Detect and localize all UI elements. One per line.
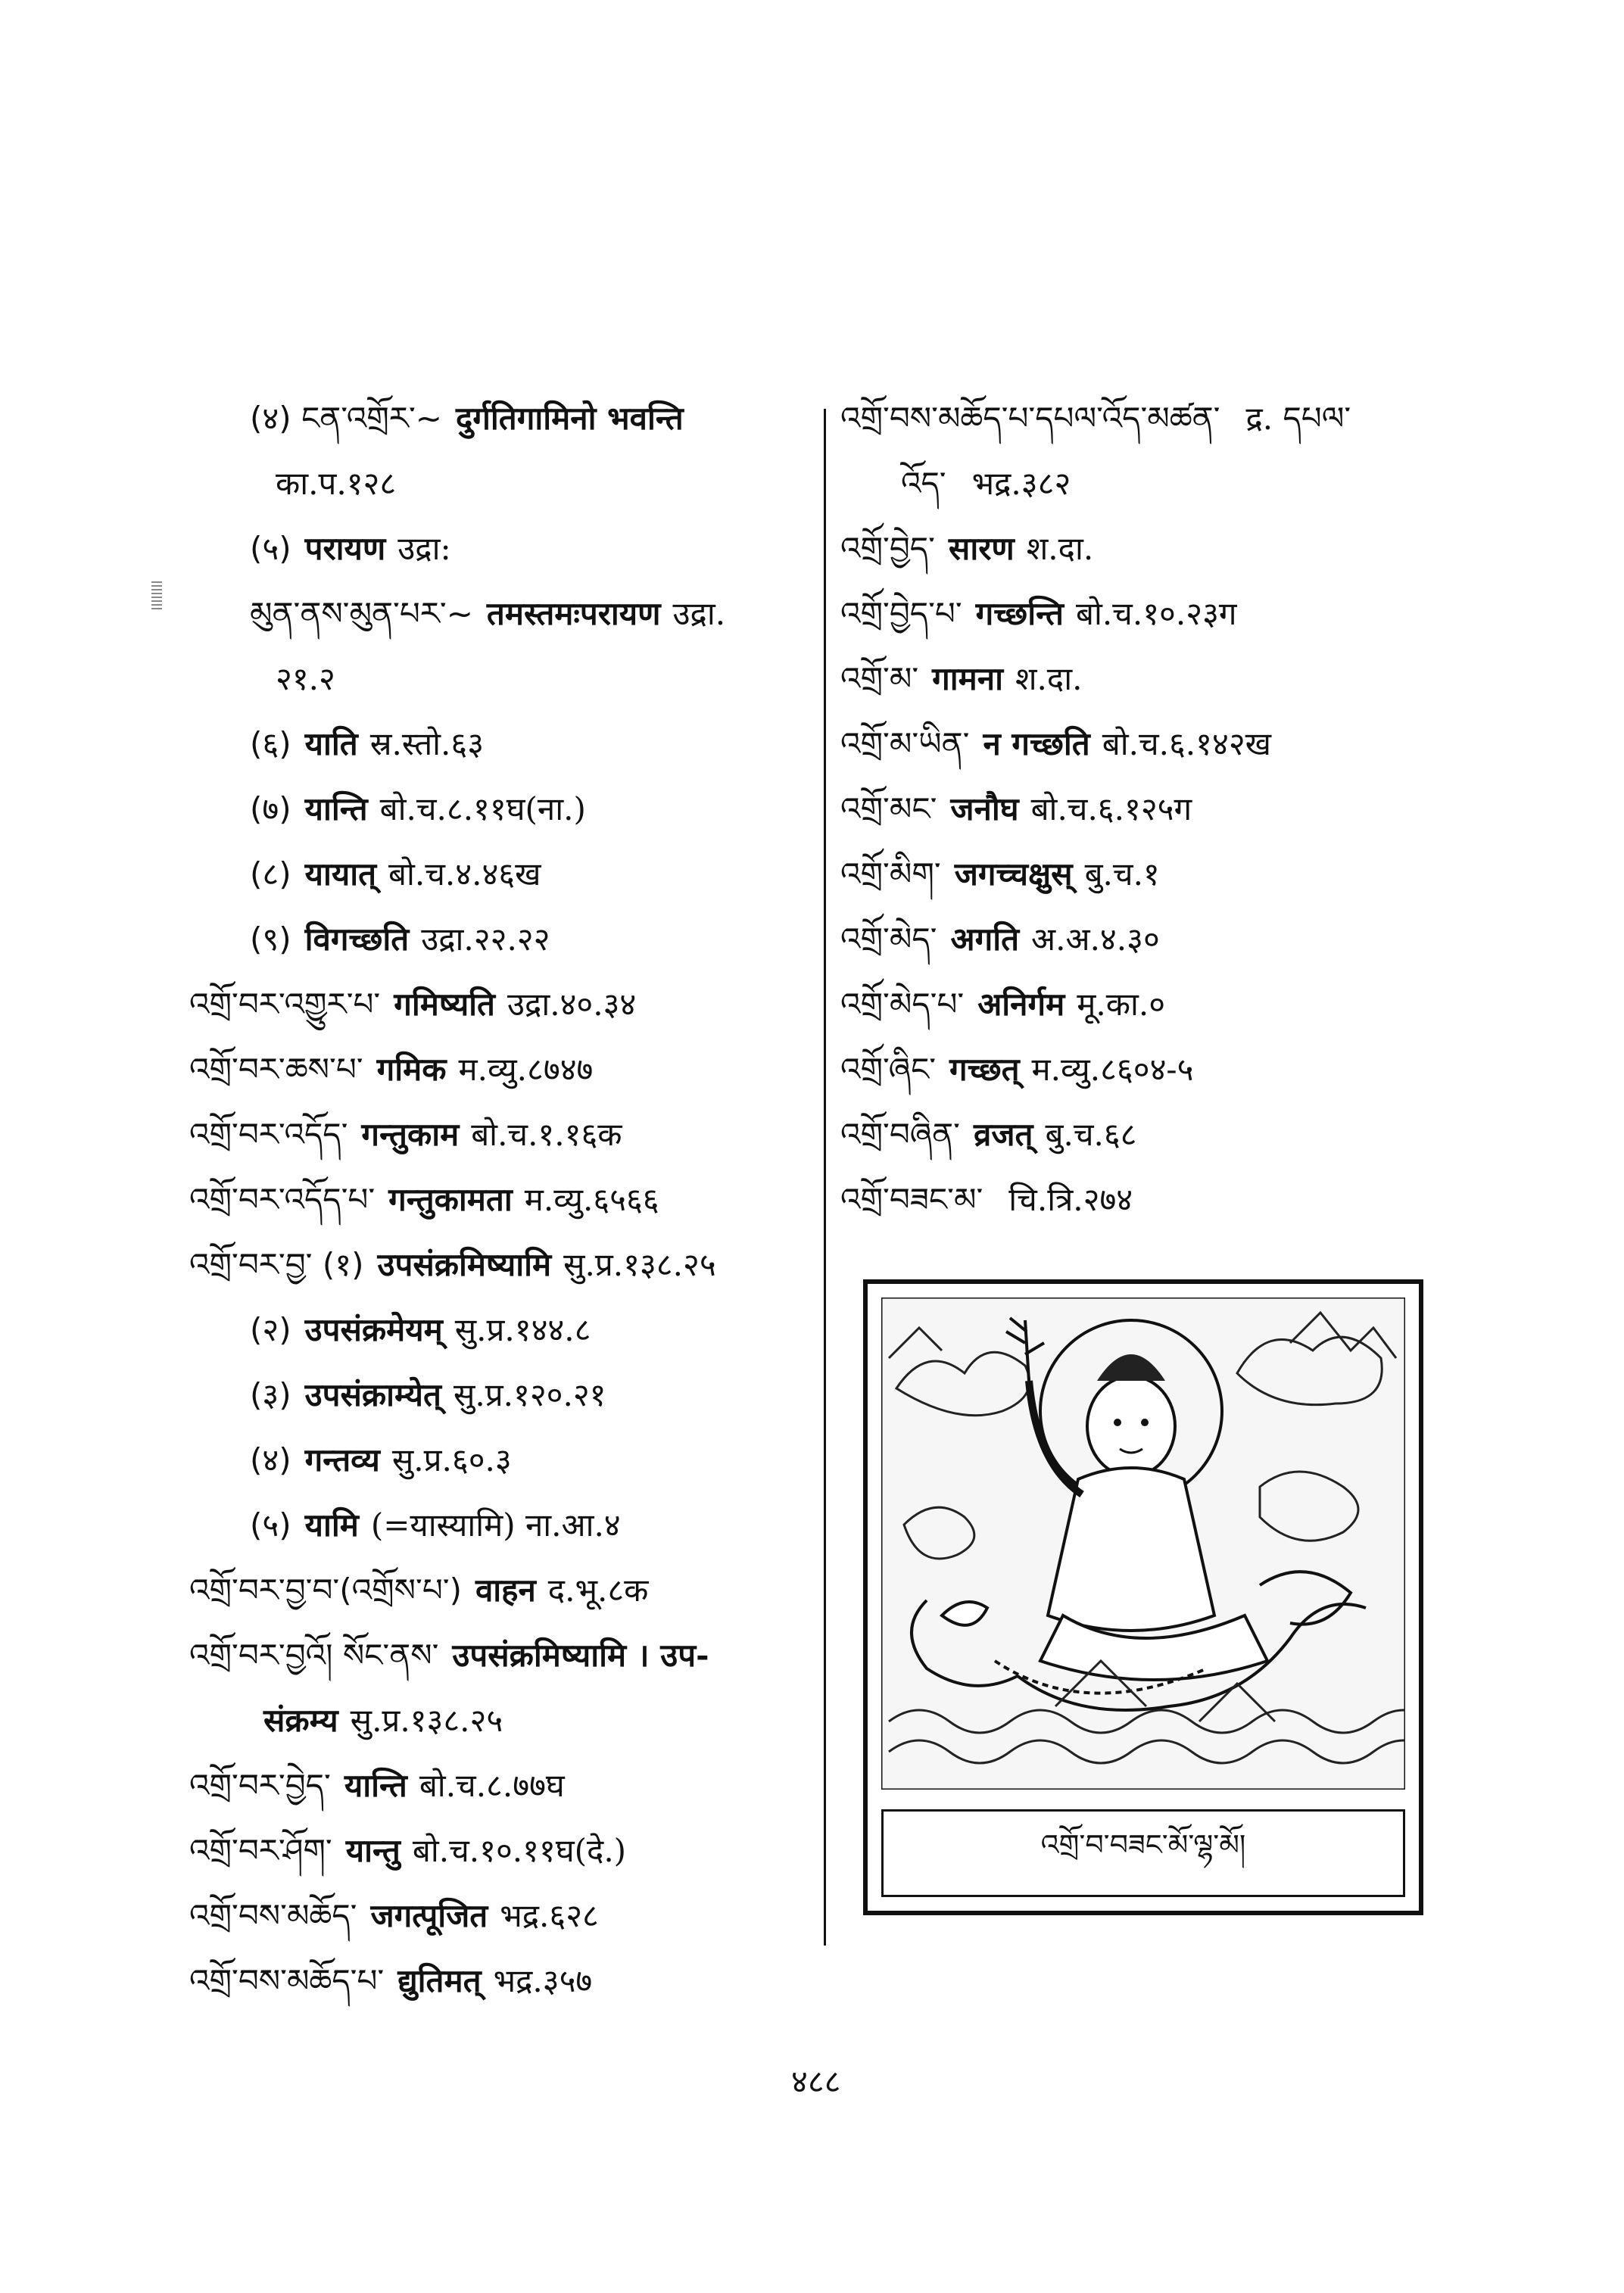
tibetan-term: འགྲོ་བར་འདོད་: [189, 1116, 348, 1153]
tibetan-term: འགྲོ་བར་འགྱུར་པ་: [189, 986, 381, 1023]
tibetan-term: འགྲོ་ཞིང་: [840, 1051, 937, 1088]
tibetan-term: འགྲོ་བར་འདོད་པ་: [189, 1181, 376, 1218]
tibetan-term: (७): [250, 790, 291, 827]
sanskrit-equivalent: अनिर्गम: [977, 986, 1065, 1023]
source-reference: चि.त्रि.२७४: [1008, 1181, 1133, 1218]
source-reference: बु.च.१: [1084, 855, 1160, 893]
sanskrit-equivalent: यान्ति: [304, 790, 368, 827]
tibetan-term: འགྲོ་བས་མཆོད་པ་: [189, 1962, 385, 1999]
dictionary-entry: [840, 972, 1461, 1037]
tibetan-term: འགྲོ་བྱེད་པ་: [840, 595, 962, 632]
source-reference: द्र. དཔལ་: [1245, 400, 1351, 437]
tibetan-term: (४) ངན་འགྲོར་~: [250, 400, 442, 437]
tibetan-term: མུན་ནས་མུན་པར་~: [250, 595, 473, 632]
source-reference: सु.प्र.१४४.८: [454, 1311, 591, 1348]
illustration-frame: [863, 1279, 1423, 1915]
right-column: [840, 386, 1461, 1232]
source-reference: बो.च.६.१४२ख: [1102, 725, 1272, 762]
tibetan-term: འགྲོ་བཞིན་: [840, 1116, 961, 1153]
dictionary-entry: [840, 1102, 1461, 1167]
sanskrit-equivalent: दुर्गतिगामिनो भवन्ति: [455, 400, 684, 437]
sanskrit-equivalent: संक्रम्य: [263, 1702, 338, 1739]
sanskrit-equivalent: यायात्: [304, 855, 377, 893]
page-number: ४८८: [791, 2063, 841, 2100]
sanskrit-equivalent: जगत्पूजित: [370, 1897, 488, 1934]
source-reference: भद्र.३८२: [971, 465, 1071, 502]
sanskrit-equivalent: द्युतिमत्: [397, 1962, 482, 1999]
dictionary-entry: [189, 451, 810, 516]
dictionary-entry: [840, 907, 1461, 972]
dictionary-entry: [840, 777, 1461, 842]
source-reference: द.भू.८क: [547, 1572, 649, 1609]
illustration-caption: འགྲོ་བ་བཟང་མོ་ལྷ་མོ།: [881, 1809, 1405, 1897]
source-reference: बो.च.१०.११घ(दे.): [412, 1832, 627, 1869]
source-reference: सु.प्र.१२०.२१: [453, 1376, 606, 1413]
source-reference: सु.प्र.१३८.२५: [563, 1246, 716, 1283]
tibetan-term: འགྲོ་བས་མཆོད་: [189, 1897, 357, 1934]
dictionary-entry: [840, 386, 1461, 451]
dictionary-entry: [189, 1298, 810, 1363]
sanskrit-equivalent: उपसंक्रमिष्यामि: [377, 1246, 552, 1283]
source-reference: म.व्यु.८६०४-५: [1031, 1051, 1194, 1088]
source-reference: उद्रा:: [397, 530, 451, 567]
sanskrit-equivalent: गच्छन्ति: [975, 595, 1064, 632]
tibetan-term: (३): [250, 1376, 291, 1413]
source-reference: म.व्यु.६५६६: [524, 1181, 659, 1218]
dictionary-entry: [840, 1167, 1461, 1232]
source-reference: सु.प्र.६०.३: [391, 1441, 512, 1478]
sanskrit-equivalent: गमिष्यति: [394, 986, 495, 1023]
tibetan-term: འགྲོ་མ་ཡིན་: [840, 725, 970, 762]
sanskrit-equivalent: परायण: [304, 530, 386, 567]
deity-on-dragon-woodcut-icon: [881, 1298, 1405, 1790]
sanskrit-equivalent: यान्ति: [344, 1767, 407, 1804]
tibetan-term: འགྲོ་བར་ཤོག་: [189, 1832, 332, 1869]
source-reference: (=यास्यामि) ना.आ.४: [370, 1506, 621, 1544]
sanskrit-equivalent: तमस्तमःपरायण: [486, 595, 661, 632]
tibetan-term: འགྲོ་མང་: [840, 790, 937, 827]
dictionary-entry: [840, 712, 1461, 777]
sanskrit-equivalent: उपसंक्रमेयम्: [304, 1311, 443, 1348]
source-reference: श.दा.: [1026, 530, 1094, 567]
source-reference: उद्रा.४०.३४: [507, 986, 637, 1023]
dictionary-entry: [189, 1818, 810, 1883]
tibetan-term: འོད་: [901, 465, 946, 502]
sanskrit-equivalent: उपसंक्रमिष्यामि । उप-: [452, 1637, 709, 1674]
source-reference: का.प.१२८: [276, 465, 397, 502]
dictionary-entry: [840, 1037, 1461, 1102]
dictionary-entry: [189, 581, 810, 646]
dictionary-entry: [189, 516, 810, 581]
dictionary-entry: [189, 1753, 810, 1818]
dictionary-entry: [189, 842, 810, 907]
source-reference: म.व्यु.८७४७: [458, 1051, 594, 1088]
sanskrit-equivalent: गन्तव्य: [304, 1441, 380, 1478]
dictionary-entry: [189, 1102, 810, 1167]
sanskrit-equivalent: जगच्चक्षुस्: [954, 855, 1073, 893]
dictionary-entry: [840, 451, 1461, 516]
sanskrit-equivalent: न गच्छति: [983, 725, 1090, 762]
scan-marks: [151, 579, 162, 623]
tibetan-term: འགྲོ་བཟང་མ་: [840, 1181, 983, 1218]
sanskrit-equivalent: उपसंक्राम्येत्: [304, 1376, 441, 1413]
dictionary-entry: [189, 1167, 810, 1232]
source-reference: बो.च.४.४६ख: [388, 855, 541, 893]
tibetan-term: འགྲོ་མིག་: [840, 855, 941, 893]
tibetan-term: འགྲོ་བར་བྱ་ (१): [189, 1246, 364, 1283]
dictionary-entry: [840, 842, 1461, 907]
sanskrit-equivalent: यान्तु: [345, 1832, 401, 1869]
dictionary-entry: [189, 1558, 810, 1623]
source-reference: बो.च.१०.२३ग: [1075, 595, 1237, 632]
source-reference: श.दा.: [1015, 660, 1083, 697]
source-reference: स्र.स्तो.६३: [369, 725, 485, 762]
dictionary-entry: [189, 1949, 810, 2014]
dictionary-entry: [189, 1883, 810, 1949]
tibetan-term: (२): [250, 1311, 291, 1348]
sanskrit-equivalent: गन्तुकाम: [361, 1116, 460, 1153]
source-reference: बो.च.६.१२५ग: [1030, 790, 1192, 827]
tibetan-term: (५): [250, 1506, 291, 1544]
tibetan-term: འགྲོ་བར་བྱེད་: [189, 1767, 331, 1804]
sanskrit-equivalent: जनौघ: [950, 790, 1019, 827]
sanskrit-equivalent: याति: [304, 725, 358, 762]
source-reference: मू.का.०: [1077, 986, 1166, 1023]
column-divider: [824, 409, 826, 1946]
tibetan-term: འགྲོ་བར་བྱའོ། སོང་ནས་: [189, 1637, 439, 1674]
dictionary-entry: [189, 1428, 810, 1493]
tibetan-term: འགྲོ་བར་ཆས་པ་: [189, 1051, 363, 1088]
tibetan-term: (५): [250, 530, 291, 567]
source-reference: भद्र.३५७: [493, 1962, 593, 1999]
dictionary-entry: [840, 581, 1461, 646]
dictionary-entry: [189, 1688, 810, 1753]
tibetan-term: འགྲོ་མེད་: [840, 921, 937, 958]
tibetan-term: (४): [250, 1441, 291, 1478]
tibetan-term: (८): [250, 855, 291, 893]
tibetan-term: འགྲོ་བས་མཆོད་པ་དཔལ་འོད་མཚན་: [840, 400, 1220, 437]
tibetan-term: འགྲོ་མ་: [840, 660, 919, 697]
dictionary-entry: [189, 1037, 810, 1102]
source-reference: अ.अ.४.३०: [1031, 921, 1160, 958]
dictionary-entry: [840, 646, 1461, 712]
sanskrit-equivalent: गामना: [932, 660, 1003, 697]
tibetan-term: (६): [250, 725, 291, 762]
sanskrit-equivalent: व्रजत्: [974, 1116, 1033, 1153]
sanskrit-equivalent: यामि: [304, 1506, 359, 1544]
source-reference: भद्र.६२८: [500, 1897, 599, 1934]
dictionary-entry: [189, 386, 810, 451]
dictionary-entry: [840, 516, 1461, 581]
sanskrit-equivalent: सारण: [948, 530, 1015, 567]
sanskrit-equivalent: वाहन: [475, 1572, 536, 1609]
source-reference: बु.च.६८: [1045, 1116, 1137, 1153]
source-reference: उद्रा.: [672, 595, 726, 632]
tibetan-term: འགྲོ་མེད་པ་: [840, 986, 965, 1023]
dictionary-entry: [189, 712, 810, 777]
source-reference: बो.च.१.१६क: [471, 1116, 622, 1153]
sanskrit-equivalent: गच्छत्: [949, 1051, 1020, 1088]
dictionary-entry: [189, 1623, 810, 1688]
source-reference: बो.च.८.११घ(ना.): [379, 790, 586, 827]
left-column: [189, 386, 810, 2014]
sanskrit-equivalent: अगति: [950, 921, 1020, 958]
tibetan-term: (९): [250, 921, 291, 958]
dictionary-entry: [189, 646, 810, 712]
tibetan-term: འགྲོ་བྱེད་: [840, 530, 935, 567]
dictionary-entry: [189, 777, 810, 842]
source-reference: उद्रा.२२.२२: [421, 921, 550, 958]
dictionary-entry: [189, 907, 810, 972]
dictionary-entry: [189, 1232, 810, 1298]
sanskrit-equivalent: गन्तुकामता: [388, 1181, 513, 1218]
sanskrit-equivalent: गमिक: [376, 1051, 447, 1088]
dictionary-entry: [189, 1493, 810, 1558]
dictionary-entry: [189, 972, 810, 1037]
source-reference: २१.२: [276, 660, 335, 697]
sanskrit-equivalent: विगच्छति: [304, 921, 410, 958]
tibetan-term: འགྲོ་བར་བྱ་བ་(འགྲོས་པ་): [189, 1572, 462, 1609]
source-reference: सु.प्र.१३८.२५: [350, 1702, 503, 1739]
source-reference: बो.च.८.७७घ: [419, 1767, 565, 1804]
dictionary-entry: [189, 1363, 810, 1428]
